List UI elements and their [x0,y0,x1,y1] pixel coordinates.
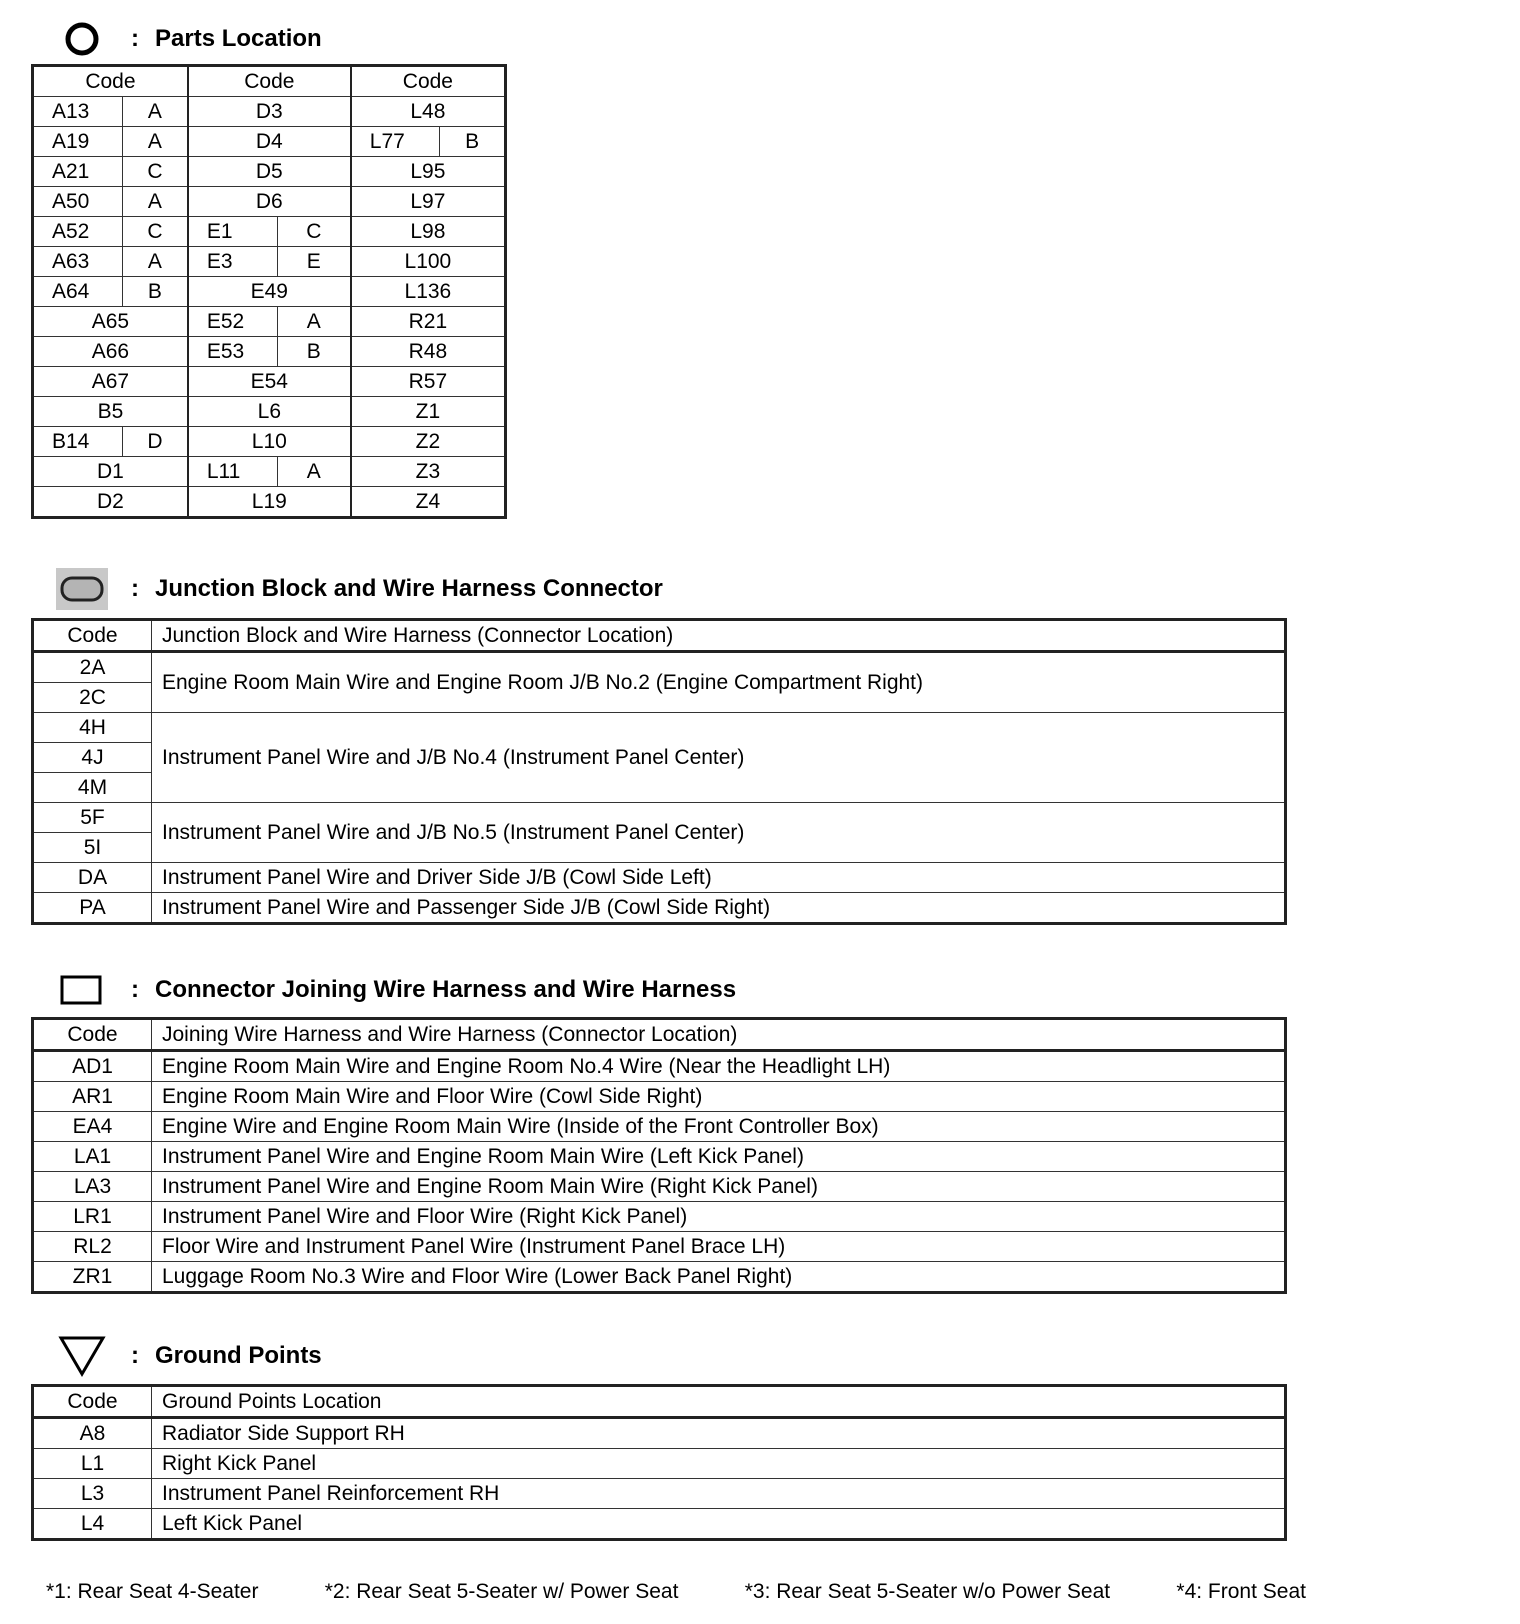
footnote: *4: Front Seat [1176,1580,1306,1603]
part-code: L77 [351,127,440,157]
table-row [33,397,506,427]
table-row [33,97,506,127]
table-row [33,1172,1286,1202]
row-location: Engine Wire and Engine Room Main Wire (Inside of the Front Controller Box) [152,1112,1286,1142]
row-location: Left Kick Panel [152,1509,1286,1540]
column-header: Ground Points Location [152,1386,1286,1418]
connector-code: 4J [33,743,152,773]
header-row [33,66,506,97]
part-code: E1 [188,217,277,247]
parts-location-heading [55,17,322,61]
table-row [33,803,1286,833]
row-location: Right Kick Panel [152,1449,1286,1479]
part-code: D3 [188,97,351,127]
row-code: AD1 [33,1051,152,1082]
connector-code: 4M [33,773,152,803]
header-row [33,1019,1286,1051]
table-row [33,1112,1286,1142]
part-location-letter: B [122,277,187,307]
part-location-letter: C [122,157,187,187]
connector-joining-table [31,1017,1287,1294]
header-row [33,1386,1286,1418]
part-code: A65 [33,307,188,337]
table-row [33,1142,1286,1172]
junction-block-heading [55,567,663,611]
table-row [33,1082,1286,1112]
footnote: *1: Rear Seat 4-Seater [46,1580,259,1603]
row-location: Engine Room Main Wire and Engine Room No.4 Wire (Near the Headlight LH) [152,1051,1286,1082]
part-code: E54 [188,367,351,397]
part-code: D6 [188,187,351,217]
column-header: Code [188,66,351,97]
row-code: EA4 [33,1112,152,1142]
connector-code: 5I [33,833,152,863]
table-row [33,1202,1286,1232]
part-location-letter: A [277,457,350,487]
table-row [33,427,506,457]
ground-points-heading [55,1334,322,1378]
connector-code: DA [33,863,152,893]
column-header: Code [33,1386,152,1418]
rectangle-icon [55,968,109,1012]
connector-code: 5F [33,803,152,833]
connector-location: Instrument Panel Wire and J/B No.4 (Instrument Panel Center) [152,713,1286,803]
part-code: A50 [33,187,123,217]
row-code: ZR1 [33,1262,152,1293]
row-code: AR1 [33,1082,152,1112]
part-code: E52 [188,307,277,337]
heading-colon: : [131,976,139,1003]
footnote: *3: Rear Seat 5-Seater w/o Power Seat [744,1580,1111,1603]
part-location-letter: A [122,97,187,127]
part-code: R57 [351,367,506,397]
connector-location: Instrument Panel Wire and Passenger Side J/B (Cowl Side Right) [152,893,1286,924]
row-location: Engine Room Main Wire and Floor Wire (Cowl Side Right) [152,1082,1286,1112]
part-code: B5 [33,397,188,427]
row-location: Floor Wire and Instrument Panel Wire (Instrument Panel Brace LH) [152,1232,1286,1262]
row-location: Instrument Panel Wire and Engine Room Main Wire (Right Kick Panel) [152,1172,1286,1202]
part-location-letter: A [122,127,187,157]
table-row [33,1232,1286,1262]
table-row [33,1418,1286,1449]
part-code: Z3 [351,457,506,487]
parts-location-table [31,64,507,519]
table-row [33,247,506,277]
table-row [33,337,506,367]
part-code: E53 [188,337,277,367]
part-location-letter: A [122,247,187,277]
ground-points-table [31,1384,1287,1541]
column-header: Junction Block and Wire Harness (Connector Location) [152,620,1286,652]
table-row [33,863,1286,893]
table-row [33,1051,1286,1082]
header-row [33,620,1286,652]
part-code: L136 [351,277,506,307]
rounded-rectangle-icon [55,567,109,611]
table-row [33,277,506,307]
part-code: A64 [33,277,123,307]
part-location-letter: B [440,127,506,157]
table-row [33,1509,1286,1540]
connector-location: Instrument Panel Wire and J/B No.5 (Instrument Panel Center) [152,803,1286,863]
junction-block-table [31,618,1287,925]
part-code: L11 [188,457,277,487]
heading-colon: : [131,1342,139,1369]
part-code: E49 [188,277,351,307]
table-row [33,652,1286,683]
part-code: L98 [351,217,506,247]
part-code: A21 [33,157,123,187]
row-location: Radiator Side Support RH [152,1418,1286,1449]
part-code: D1 [33,457,188,487]
section-title: Connector Joining Wire Harness and Wire Harness [155,976,737,1003]
section-title: Junction Block and Wire Harness Connector [155,575,663,602]
part-code: A63 [33,247,123,277]
triangle-down-icon [55,1334,109,1378]
connector-location: Engine Room Main Wire and Engine Room J/B No.2 (Engine Compartment Right) [152,652,1286,713]
connector-code: PA [33,893,152,924]
footnote: *2: Rear Seat 5-Seater w/ Power Seat [324,1580,679,1603]
part-code: L95 [351,157,506,187]
column-header: Joining Wire Harness and Wire Harness (Connector Location) [152,1019,1286,1051]
connector-code: 4H [33,713,152,743]
table-row [33,307,506,337]
column-header: Code [33,620,152,652]
row-location: Luggage Room No.3 Wire and Floor Wire (Lower Back Panel Right) [152,1262,1286,1293]
part-code: L6 [188,397,351,427]
row-code: L1 [33,1449,152,1479]
section-title: Ground Points [155,1342,322,1369]
circle-icon [55,17,109,61]
part-code: D5 [188,157,351,187]
part-code: L48 [351,97,506,127]
part-code: A67 [33,367,188,397]
table-row [33,487,506,518]
connector-code: 2C [33,683,152,713]
part-code: A19 [33,127,123,157]
row-code: L3 [33,1479,152,1509]
heading-colon: : [131,25,139,52]
part-code: L100 [351,247,506,277]
row-code: A8 [33,1418,152,1449]
row-location: Instrument Panel Wire and Engine Room Main Wire (Left Kick Panel) [152,1142,1286,1172]
column-header: Code [33,66,188,97]
row-location: Instrument Panel Wire and Floor Wire (Right Kick Panel) [152,1202,1286,1232]
table-row [33,127,506,157]
part-location-letter: A [277,307,350,337]
part-code: Z4 [351,487,506,518]
part-location-letter: C [277,217,350,247]
part-code: E3 [188,247,277,277]
row-code: L4 [33,1509,152,1540]
part-code: R21 [351,307,506,337]
row-code: LR1 [33,1202,152,1232]
table-row [33,367,506,397]
part-location-letter: D [122,427,187,457]
part-code: A66 [33,337,188,367]
table-row [33,187,506,217]
connector-code: 2A [33,652,152,683]
heading-colon: : [131,575,139,602]
part-location-letter: E [277,247,350,277]
connector-location: Instrument Panel Wire and Driver Side J/B (Cowl Side Left) [152,863,1286,893]
part-code: Z1 [351,397,506,427]
part-code: Z2 [351,427,506,457]
table-row [33,1262,1286,1293]
table-row [33,893,1286,924]
column-header: Code [33,1019,152,1051]
table-row [33,457,506,487]
row-code: RL2 [33,1232,152,1262]
column-header: Code [351,66,506,97]
table-row [33,1479,1286,1509]
row-code: LA1 [33,1142,152,1172]
part-code: A52 [33,217,123,247]
part-code: L97 [351,187,506,217]
table-row [33,157,506,187]
connector-joining-heading [55,968,736,1012]
part-code: L19 [188,487,351,518]
part-code: D2 [33,487,188,518]
part-code: L10 [188,427,351,457]
part-location-letter: C [122,217,187,247]
part-code: D4 [188,127,351,157]
row-location: Instrument Panel Reinforcement RH [152,1479,1286,1509]
footnotes [46,1580,1306,1604]
section-title: Parts Location [155,25,322,52]
table-row [33,713,1286,743]
part-code: R48 [351,337,506,367]
part-location-letter: A [122,187,187,217]
part-location-letter: B [277,337,350,367]
table-row [33,1449,1286,1479]
table-row [33,217,506,247]
row-code: LA3 [33,1172,152,1202]
part-code: B14 [33,427,123,457]
part-code: A13 [33,97,123,127]
